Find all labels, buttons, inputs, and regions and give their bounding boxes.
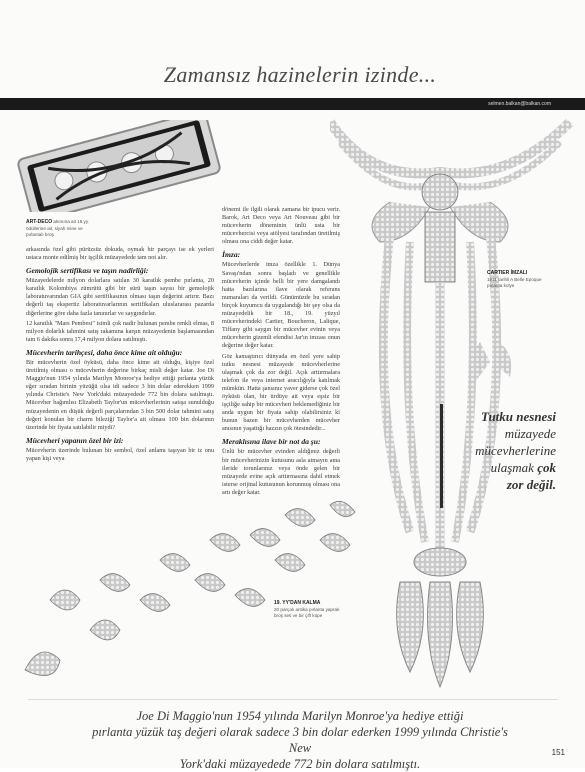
middle-text-column [222,206,340,499]
leaf-brooch-set-image [20,500,360,690]
paragraph: Müzayedelerde milyon dolarlara satılan 30 karatlık pembe pırlanta, 20 karatlık Kolombiya zümrütü gibi bir sürü taşın sayısı bir gemolojik laboratuvarından GIA gibi sertifikasının olması taşın değerini artırır. Bazı değerli taş ekspertiz laboratuvarlarının sertifikaları uluslararası pazarda diğerlerine göre daha fazla tanınırlar ve saygındırlar. [26,277,214,317]
paragraph: Mücevherlerde imza özellikle 1. Dünya Savaşı'ndan sonra başladı ve genellikle mücevherin içinde belli bir yere damgalandı hatta bazılarına ilave olarak referans numaraları da verildi. Günümüzde bu sıradan birçok kuyumcu da uygulandığı bir şey olsa da müzayedelik bir 18., 19. yüzyıl mücevherindeki Cartier, Boucheron, Lalique, Tiffany gibi saygın bir mücevher evinin veya mücevherin gizemli efendisi Jar'ın imzası onun değerine değer katar. [222,261,340,350]
section-heading: İmza: [222,250,241,260]
paragraph: Ünlü bir mücevher evinden aldığınız değerli bir mücevherinizin kutusunu asla atmayın ama ileride torunlarınız veya önde gelen bir müzayede evine açık arttırmasına dahil etmek isterse orijinal kutusunun korunmuş olması ona artı değer katar. [222,448,340,496]
section-heading: Mücevheri yapanın özel bir izi: [26,435,124,445]
pull-quote: Tutku nesnesi müzayede mücevherlerine ulaşmak çok zor değil. [475,409,556,492]
bottom-quote: Joe Di Maggio'nun 1954 yılında Marilyn Monroe'ya hediye ettiği pırlanta yüzük taş değeri olarak sadece 3 bin dolar ederken 1999 yılında Christie's New York'daki müzayedede 772 bin dolara satılmıştı. [92,709,508,771]
bottom-rule [28,699,558,700]
brooch-caption: ART-DECO akımına ait 18.yy. ödüllerine ait, siyah mine ve pırlantalı broş [26,219,90,237]
quote-rule [440,404,443,508]
paragraph: Bir mücevherin özel öyküsü, daha önce kime ait olduğu, kişiye özel üretilmiş olması o mücevherin değerine birkaç misli değer katar. Joe Di Maggio'nun 1954 yılında Marilyn Monroe'ya hediye ettiği pırlanta yüzük eğer sıradan birinin yüzüğü olsa idi sadece 3 bin dolar ederekken 1999 yılında Christie's New York'daki müzayedede 772 bin dolara satılmıştı. Mücevher bağımlısı Elizabeth Taylor'un mücevherlerinin satışa sunulduğu müzayedenin en düşük değerli parçalarından 3 bin 500 dolar tahmini satış değeri konulan bir charm bileziği Taylor'a ait olması 100 bin dolarının üzerinde bir fiyata satılabilir miydi? [26,358,214,431]
paragraph: dönemi ile ilgili olarak zamana bir ipucu verir. Barok, Art Deco veya Art Nouveau gibi bir mücevherin döneminin ünlü usta bir mücevhercisi veya atölyesi tarafından üretilmiş olması ona ciddi değer katar. [222,206,340,246]
leaf-caption: 19. YY'DAN KALMA 20 parçalı antika pırlanta yaprak broş seti ve bir çift küpe [274,600,340,618]
left-text-column [26,246,214,465]
paragraph: Mücevherin üzerinde bulunan bir sembol, özel anlamı taşıyan bir iz onu yapan kişi veya [26,446,214,462]
paragraph: Göz kamaştırıcı dünyada en özel yere sahip tutku nesnesi müzayede mücevherlerine ulaşmak çok da zor değil. Açık arttırmalara telefon ile veya internet aracılığıyla katılmak mümkün. Hatta şansınız yaver giderse çok özel öyküsü olan, bir ürdüye ait veya eşsiz bir işçiliğe sahip bir mücevheri beklemediğiniz bir anda uygun bir fiyata sahip olabilirsiniz ki bunun bazen bir mücevherden mücevher anısının yaşattığı hazzın çok ötesindedir... [222,352,340,433]
section-heading: Meraklısına ilave bir not da şu: [222,437,321,447]
page-title: Zamansız hazinelerin izinde... [163,62,437,87]
cartier-necklace-image [330,112,580,692]
section-heading: Mücevherin tarihçesi, daha önce kime ait olduğu: [26,347,183,357]
photo-credit: selmen.balkan@balkan.com [488,101,551,107]
art-deco-brooch-image [10,120,228,212]
section-heading: Gemolojik sertifikası ve taşın nadirliği: [26,266,149,276]
paragraph: 12 karatlık "Mars Pembesi" isimli çok nadir bulunan pembe renkli elmas, 8 milyon dolarlık tahmini satış rakamına karşın müzayedenin başlamasından tam 6 dakika sonra 17,4 milyon dolara satılmıştı. [26,319,214,343]
paragraph: arkasında özel gibi pürüzsüz dokuda, oymak bir parçayı ise ek yerleri ustaca monte edilmiş bir işçilik müzayedede tam not alır. [26,246,214,262]
necklace-caption: CARTIER İMZALI 1911 tarihli A Belle Epoque pırlanta kolye [487,270,542,288]
page-number: 151 [551,748,565,757]
